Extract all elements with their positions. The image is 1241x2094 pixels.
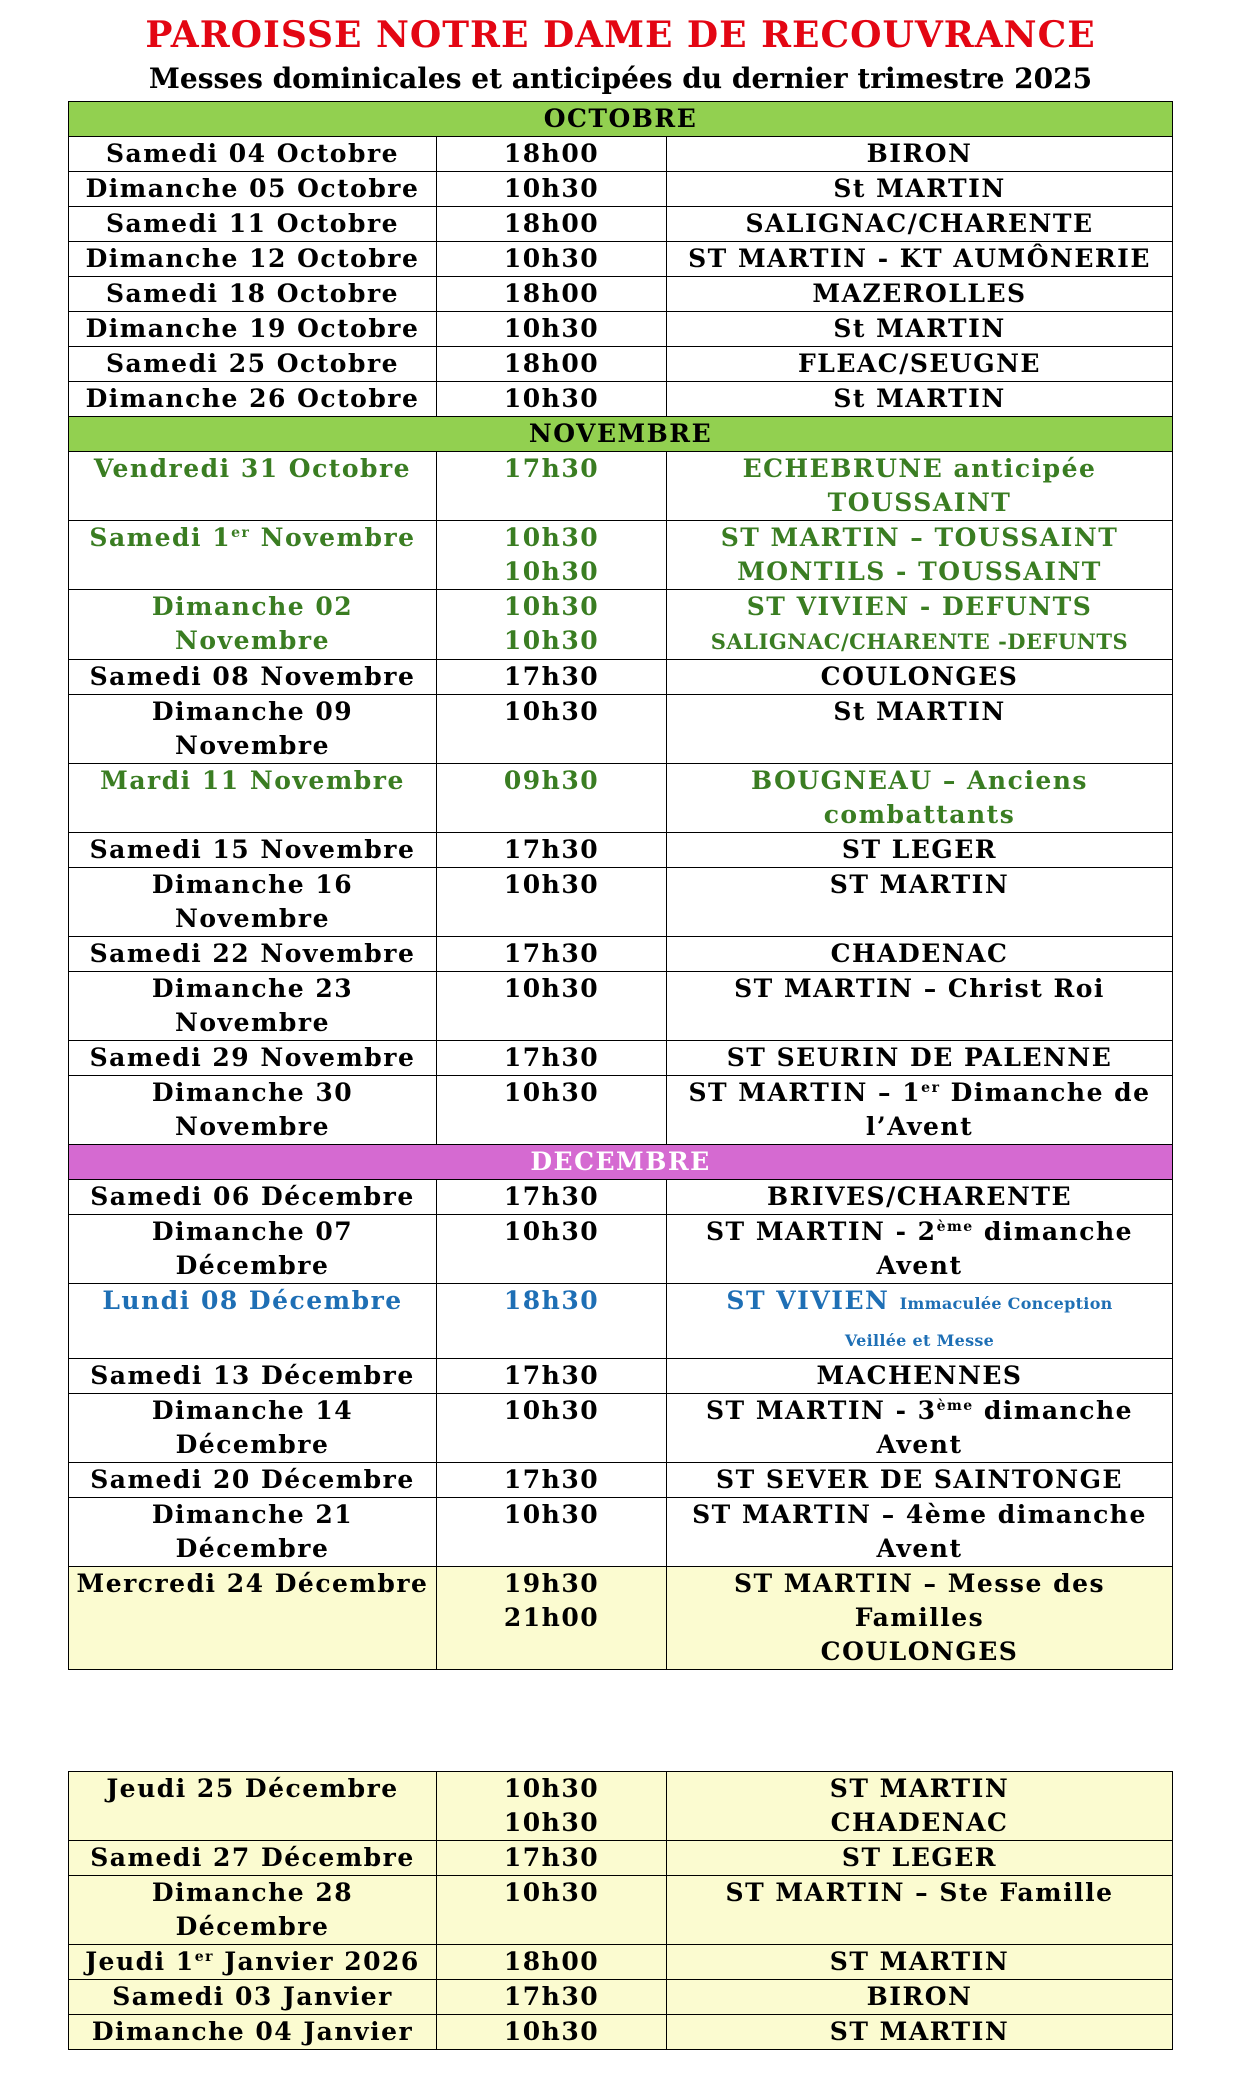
- date-cell: Dimanche 28 Décembre: [69, 1876, 437, 1945]
- place-cell: ST MARTIN – TOUSSAINT MONTILS - TOUSSAINT: [667, 521, 1173, 590]
- table-row: [69, 382, 1173, 417]
- table-row: [69, 1876, 1173, 1945]
- table-row: [69, 137, 1173, 172]
- date-cell: Samedi 13 Décembre: [69, 1359, 437, 1394]
- table-row: [69, 277, 1173, 312]
- place-cell: St MARTIN: [667, 312, 1173, 347]
- time-cell: 18h00: [437, 137, 667, 172]
- time-cell: 09h30: [437, 764, 667, 833]
- time-cell: 10h30: [437, 972, 667, 1041]
- table-row: [69, 207, 1173, 242]
- table-row: [69, 1498, 1173, 1567]
- table-row: [69, 590, 1173, 660]
- place-cell: SALIGNAC/CHARENTE: [667, 207, 1173, 242]
- table-row: [69, 764, 1173, 833]
- place-cell: ST VIVIEN - DEFUNTS SALIGNAC/CHARENTE -DEFUNTS: [667, 590, 1173, 660]
- place-cell: BIRON: [667, 137, 1173, 172]
- date-cell: Mercredi 24 Décembre: [69, 1567, 437, 1670]
- date-cell: Samedi 18 Octobre: [69, 277, 437, 312]
- table-row: [69, 695, 1173, 764]
- date-cell: Jeudi 1er Janvier 2026: [69, 1945, 437, 1980]
- place-cell: ST MARTIN: [667, 2015, 1173, 2050]
- date-cell: Dimanche 19 Octobre: [69, 312, 437, 347]
- time-cell: 17h30: [437, 1463, 667, 1498]
- page-title: PAROISSE NOTRE DAME DE RECOUVRANCE: [145, 14, 1096, 56]
- place-cell: COULONGES: [667, 660, 1173, 695]
- time-cell: 17h30: [437, 1841, 667, 1876]
- place-cell: BIRON: [667, 1980, 1173, 2015]
- table-row: [69, 1359, 1173, 1394]
- place-cell: CHADENAC: [667, 937, 1173, 972]
- place-cell: ST SEVER DE SAINTONGE: [667, 1463, 1173, 1498]
- month-header-decembre: DECEMBRE: [69, 1145, 1173, 1180]
- table-row: [69, 972, 1173, 1041]
- date-cell: Samedi 11 Octobre: [69, 207, 437, 242]
- table-row: [69, 347, 1173, 382]
- time-cell: 10h30: [437, 1076, 667, 1145]
- time-cell: 10h30: [437, 242, 667, 277]
- table-row: [69, 1180, 1173, 1215]
- place-cell: ECHEBRUNE anticipée TOUSSAINT: [667, 452, 1173, 521]
- table-row: [69, 1841, 1173, 1876]
- date-cell: Samedi 27 Décembre: [69, 1841, 437, 1876]
- table-row: [69, 1394, 1173, 1463]
- time-cell: 17h30: [437, 1041, 667, 1076]
- date-cell: Dimanche 21 Décembre: [69, 1498, 437, 1567]
- time-cell: 18h00: [437, 1945, 667, 1980]
- table-row: [69, 1945, 1173, 1980]
- date-cell: Lundi 08 Décembre: [69, 1284, 437, 1359]
- date-cell: Samedi 29 Novembre: [69, 1041, 437, 1076]
- schedule-table-main: [68, 101, 1173, 1670]
- date-cell: Jeudi 25 Décembre: [69, 1772, 437, 1841]
- date-cell: Dimanche 26 Octobre: [69, 382, 437, 417]
- date-cell: Samedi 15 Novembre: [69, 833, 437, 868]
- date-cell: Dimanche 23 Novembre: [69, 972, 437, 1041]
- time-cell: 17h30: [437, 1180, 667, 1215]
- table-row: [69, 172, 1173, 207]
- time-cell: 18h00: [437, 207, 667, 242]
- place-cell: FLEAC/SEUGNE: [667, 347, 1173, 382]
- time-cell: 17h30: [437, 833, 667, 868]
- time-cell: 10h30: [437, 1394, 667, 1463]
- place-cell: ST MARTIN – Ste Famille: [667, 1876, 1173, 1945]
- time-cell: 17h30: [437, 1980, 667, 2015]
- schedule-table-end: [68, 1771, 1173, 2050]
- date-cell: Samedi 08 Novembre: [69, 660, 437, 695]
- time-cell: 10h30 10h30: [437, 590, 667, 660]
- table-row: [69, 521, 1173, 590]
- place-cell: ST MARTIN – 4ème dimanche Avent: [667, 1498, 1173, 1567]
- date-cell: Dimanche 04 Janvier: [69, 2015, 437, 2050]
- table-row: [69, 1284, 1173, 1359]
- time-cell: 10h30: [437, 868, 667, 937]
- place-cell: St MARTIN: [667, 172, 1173, 207]
- date-cell: Samedi 22 Novembre: [69, 937, 437, 972]
- time-cell: 10h30: [437, 1498, 667, 1567]
- date-cell: Samedi 20 Décembre: [69, 1463, 437, 1498]
- time-cell: 10h30 10h30: [437, 1772, 667, 1841]
- time-cell: 18h00: [437, 277, 667, 312]
- time-cell: 17h30: [437, 660, 667, 695]
- date-cell: Mardi 11 Novembre: [69, 764, 437, 833]
- time-cell: 10h30: [437, 172, 667, 207]
- time-cell: 17h30: [437, 1359, 667, 1394]
- place-cell: ST MARTIN – Christ Roi: [667, 972, 1173, 1041]
- place-cell: MAZEROLLES: [667, 277, 1173, 312]
- place-cell: St MARTIN: [667, 695, 1173, 764]
- page-subtitle: Messes dominicales et anticipées du dernier trimestre 2025: [148, 62, 1093, 95]
- table-row: [69, 312, 1173, 347]
- table-row: [69, 1076, 1173, 1145]
- time-cell: 10h30: [437, 312, 667, 347]
- date-cell: Vendredi 31 Octobre: [69, 452, 437, 521]
- table-row: [69, 1215, 1173, 1284]
- place-cell: ST VIVIEN Immaculée Conception Veillée et Messe: [667, 1284, 1173, 1359]
- date-cell: Dimanche 02 Novembre: [69, 590, 437, 660]
- table-row: [69, 1772, 1173, 1841]
- date-cell: Dimanche 14 Décembre: [69, 1394, 437, 1463]
- table-row: [69, 868, 1173, 937]
- table-row: [69, 452, 1173, 521]
- table-row: [69, 242, 1173, 277]
- place-cell: ST SEURIN DE PALENNE: [667, 1041, 1173, 1076]
- date-cell: Samedi 25 Octobre: [69, 347, 437, 382]
- date-cell: Dimanche 07 Décembre: [69, 1215, 437, 1284]
- table-row: [69, 1980, 1173, 2015]
- time-cell: 10h30: [437, 695, 667, 764]
- date-cell: Samedi 1er Novembre: [69, 521, 437, 590]
- place-cell: BOUGNEAU – Anciens combattants: [667, 764, 1173, 833]
- place-cell: ST MARTIN – Messe des Familles COULONGES: [667, 1567, 1173, 1670]
- date-cell: Dimanche 16 Novembre: [69, 868, 437, 937]
- place-cell: St MARTIN: [667, 382, 1173, 417]
- date-cell: Dimanche 12 Octobre: [69, 242, 437, 277]
- date-cell: Samedi 03 Janvier: [69, 1980, 437, 2015]
- table-row: [69, 1463, 1173, 1498]
- place-cell: ST MARTIN CHADENAC: [667, 1772, 1173, 1841]
- place-cell: ST LEGER: [667, 833, 1173, 868]
- time-cell: 19h30 21h00: [437, 1567, 667, 1670]
- place-cell: ST MARTIN: [667, 1945, 1173, 1980]
- time-cell: 10h30: [437, 382, 667, 417]
- date-cell: Dimanche 09 Novembre: [69, 695, 437, 764]
- time-cell: 10h30: [437, 1215, 667, 1284]
- date-cell: Samedi 04 Octobre: [69, 137, 437, 172]
- place-cell: ST MARTIN: [667, 868, 1173, 937]
- table-row: [69, 2015, 1173, 2050]
- place-cell: MACHENNES: [667, 1359, 1173, 1394]
- time-cell: 17h30: [437, 937, 667, 972]
- table-row: [69, 1567, 1173, 1670]
- place-cell: ST MARTIN - 2ème dimanche Avent: [667, 1215, 1173, 1284]
- table-row: [69, 833, 1173, 868]
- place-cell: ST MARTIN – 1er Dimanche de l’Avent: [667, 1076, 1173, 1145]
- time-cell: 17h30: [437, 452, 667, 521]
- date-cell: Dimanche 05 Octobre: [69, 172, 437, 207]
- date-cell: Samedi 06 Décembre: [69, 1180, 437, 1215]
- table-row: [69, 937, 1173, 972]
- month-header-octobre: OCTOBRE: [69, 102, 1173, 137]
- time-cell: 18h30: [437, 1284, 667, 1359]
- time-cell: 10h30: [437, 2015, 667, 2050]
- date-cell: Dimanche 30 Novembre: [69, 1076, 437, 1145]
- time-cell: 18h00: [437, 347, 667, 382]
- time-cell: 10h30: [437, 1876, 667, 1945]
- place-cell: BRIVES/CHARENTE: [667, 1180, 1173, 1215]
- place-cell: ST MARTIN - 3ème dimanche Avent: [667, 1394, 1173, 1463]
- table-row: [69, 1041, 1173, 1076]
- place-cell: ST MARTIN - KT AUMÔNERIE: [667, 242, 1173, 277]
- month-header-novembre: NOVEMBRE: [69, 417, 1173, 452]
- time-cell: 10h30 10h30: [437, 521, 667, 590]
- table-row: [69, 660, 1173, 695]
- place-cell: ST LEGER: [667, 1841, 1173, 1876]
